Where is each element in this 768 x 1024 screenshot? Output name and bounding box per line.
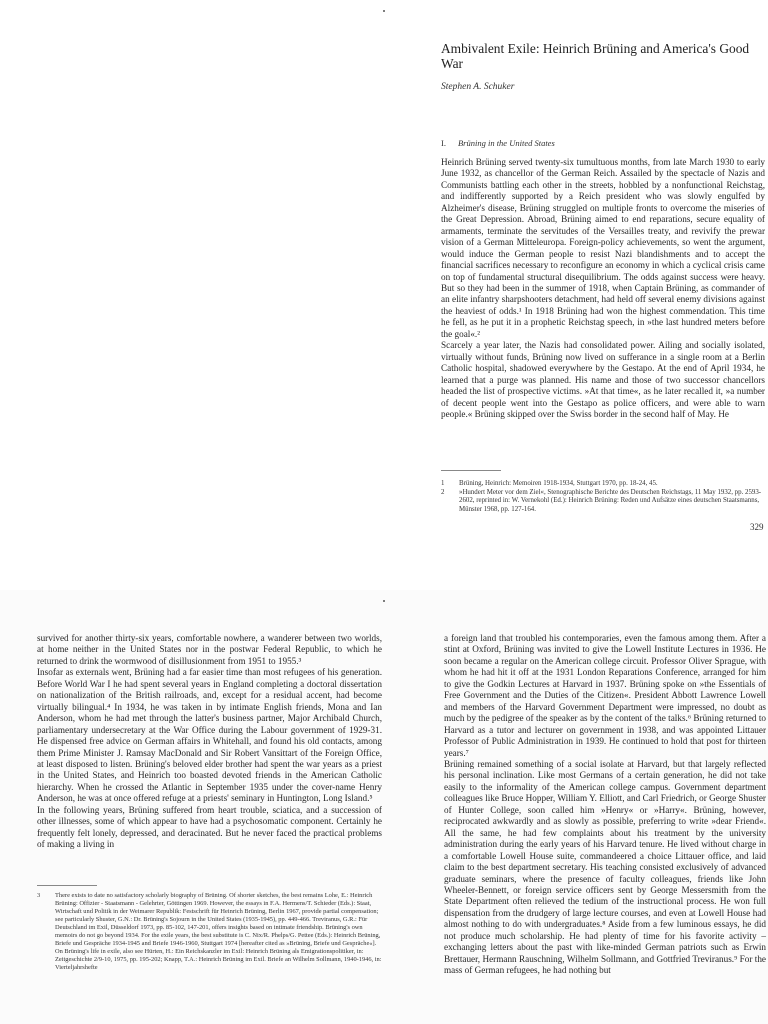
footnote-1: [441, 480, 765, 489]
footnote-rule: [441, 470, 501, 471]
left-column-text: [37, 633, 382, 851]
footnote-number: 1: [441, 480, 445, 487]
top-body-text: [441, 157, 765, 420]
body-paragraph: Heinrich Brüning served twenty-six tumultuous months, from late March 1930 to early June 1932, as chancellor of the German Reich. Assailed by the spectacle of Nazis and Communists battling each other in the streets, hobbled by a nonfunctional Reichstag, and indifferently supported by a Reich president who was slowly engulfed by Alzheimer's disease, Brüning struggled on multiple fronts to overcome the miseries of the Great Depression. Abroad, Brüning aimed to end reparations, secure equality of armaments, terminate the servitudes of the Versailles treaty, and revivify the prewar vision of a German Mitteleuropa. Foreign-policy achievements, so went the argument, would induce the German people to resist Nazi blandishments and to accept the financial sacrifices necessary to reconfigure an economy in which a cyclical crisis came on top of fundamental structural disequilibrium. The odds against success were heavy. But so they had been in the summer of 1918, when Captain Brüning, as commander of an elite infantry sharpshooters detachment, had held off several enemy divisions against the heaviest of odds.¹ In 1918 Brüning had won the highest commendation. This time he fell, as he put it in a prophetic Reichstag speech, in »the last hundred meters before the goal«.²: [441, 157, 765, 339]
body-paragraph: Brüning remained something of a social isolate at Harvard, but that largely reflected his personal inclination. Like most Germans of a certain generation, he did not take easily to the informality of the American college campus. Government department colleagues like Bruce Hopper, William Y. Elliott, and Carl Friedrich, or George Shuster of Hunter College, soon called him »Henry« or »Harry«. Brüning, however, reciprocated awkwardly and as slowly as possible, preferring to write »dear Friend«. All the same, he had few complaints about his treatment by the university administration during the early years of his Harvard tenure. He lived without charge in a comfortable Lowell House suite, commandeered a choice Littauer office, and laid claim to the best department secretary. His teaching consisted exclusively of advanced graduate seminars, where the presence of faculty colleagues, friends like John Wheeler-Bennett, or foreign service officers sent by George Messersmith from the State Department often relieved the tedium of the instructional process. He won full dispensation from the drudgery of large lecture courses, and even at Lowell House had almost nothing to do with undergraduates.⁸ Aside from a few luminous essays, he did not produce much scholarship. He had plenty of time for his favorite activity – exchanging letters about the past with like-minded German patriots such as Erwin Brettauer, Hermann Rauschning, Wilhelm Sollmann, and Gottfried Treviranus.⁹ For the mass of German refugees, he had nothing but: [444, 758, 766, 976]
section-title: Brüning in the United States: [457, 138, 555, 148]
body-paragraph: survived for another thirty-six years, comfortable nowhere, a wanderer between two worlds, at home neither in the United States nor in the postwar Federal Republic, to which he returned to drink the wormwood of disillusionment from 1951 to 1955.³: [37, 633, 382, 666]
footnote-text: Brüning, Heinrich: Memoiren 1918-1934, Stuttgart 1970, pp. 18-24, 45.: [459, 480, 658, 487]
scan-speck: [383, 10, 385, 12]
footnote-text: »Hundert Meter vor dem Ziel«, Stenographische Berichte des Deutschen Reichstags, 11 May 1932, pp. 2593-2602, reprinted in: W. Vernekohl (Ed.): Heinrich Brüning: Reden und Aufsätze eines deutschen Staatsmanns, Münster 1968, pp. 127-164.: [459, 488, 762, 513]
footnotes-top: [441, 480, 765, 514]
footnote-3: [37, 892, 382, 972]
section-number: I.: [441, 138, 446, 148]
body-paragraph: Scarcely a year later, the Nazis had consolidated power. Ailing and socially isolated, virtually without funds, Brüning now lived on sufferance in a single room at a Berlin Catholic hospital, shadowed everywhere by the Gestapo. At the end of April 1934, he learned that a purge was planned. His name and those of two successor chancellors headed the list of prospective victims. »At that time«, as he later recalled it, »a number of decent people went into the Gestapo as police officers, and were able to warn people.« Brüning skipped over the Swiss border in the second half of May. He: [441, 340, 765, 419]
footnote-number: 2: [441, 488, 445, 496]
footnotes-bottom: [37, 892, 382, 972]
section-heading: [441, 138, 555, 148]
body-paragraph: In the following years, Brüning suffered from heart trouble, sciatica, and a succession of other illnesses, some of which appear to have had a psychosomatic component. Certainly he frequently felt lonely, depressed, and deracinated. But he never faced the practical problems of making a living in: [37, 804, 382, 850]
footnote-text: There exists to date no satisfactory scholarly biography of Brüning. Of shorter sketches, the best remains Lohe, E.: Heinrich Brüning: Offizier - Staatsmann - Gelehrter, Göttingen 1969. However, the essays in F.A. Hermens/T. Schieder (Eds.): Staat, Wirtschaft und Politik in der Weimarer Republik: Festschrift für Heinrich Brüning, Berlin 1967, provide partial compensation; see particularly Shuster, G.N.: Dr. Brüning's Sojourn in the United States (1935-1945), pp. 449-466. Treviranus, G.R.: Für Deutschland im Exil, Düsseldorf 1973, pp. 85-102, 147-201, offers insights based on intimate friendship. Brüning's own memoirs do not go beyond 1934. For the exile years, the best substitute is C. Nix/R. Phelps/G. Pettee (Eds.): Heinrich Brüning, Briefe und Gespräche 1934-1945 and Briefe 1946-1960, Stuttgart 1974 [hereafter cited as »Brüning, Briefe und Gespräche«]. On Brüning's life in exile, also see Hürten, H.: Ein Reichskanzler im Exil: Heinrich Brüning als Emigrationspolitiker, in: Zeitgeschichte 2/9-10, 1975, pp. 195-202; Knapp, T.A.: Heinrich Brüning im Exil. Briefe an Wilhelm Sollmann, 1940-1946, in: Vierteljahrshefte: [55, 892, 382, 971]
body-paragraph: a foreign land that troubled his contemporaries, even the famous among them. After a stint at Oxford, Brüning was invited to give the Lowell Institute Lectures in 1936. He soon became a regular on the American college circuit. Professor Oliver Sprague, with whom he had hit it off at the 1931 London Reparations Conference, arranged for him to give the Godkin Lectures at Harvard in 1937. Brüning spoke on »the Essentials of Free Government and the Duties of the Citizen«. President Abbott Lawrence Lowell and members of the Harvard Government Department were impressed, no doubt as much by the pedigree of the speaker as by the content of the talks.⁶ Brüning returned to Harvard as a tutor and lecturer on government in 1938, and was appointed Littauer Professor of Public Administration in 1939. He continued to hold that post for thirteen years.⁷: [444, 633, 766, 758]
page-number: 329: [750, 522, 764, 532]
footnote-number: 3: [37, 892, 41, 899]
article-title: Ambivalent Exile: Heinrich Brüning and America's Good War: [441, 41, 750, 71]
right-column-text: [444, 633, 766, 977]
author-name: Stephen A. Schuker: [441, 82, 515, 92]
footnote-2: [441, 489, 765, 515]
footnote-rule: [37, 885, 97, 886]
body-paragraph: Insofar as externals went, Brüning had a far easier time than most refugees of his generation. Before World War I he had spent several years in England completing a doctoral dissertation on nationalization of the British railroads, and, except for a residual accent, had become virtually bilingual.⁴ In 1934, he was taken in by intimate English friends, Mona and Ian Anderson, whom he had met through the latter's business partner, Major Archibald Church, parliamentary undersecretary at the War Office during the Labour government of 1929-31. He dispensed free advice on German affairs in Whitehall, and found his old contacts, among them Prime Minister J. Ramsay MacDonald and Sir Robert Vansittart of the Foreign Office, at least disposed to listen. Brüning's beloved elder brother had spent the war years as a priest in the United States, and Heinrich too boasted devoted friends in the American Catholic hierarchy. When he crossed the Atlantic in September 1935 under the cover-name Henry Anderson, he was at once offered refuge at a priests' seminary in Huntington, Long Island.⁵: [37, 667, 382, 804]
scan-speck: [383, 600, 385, 602]
